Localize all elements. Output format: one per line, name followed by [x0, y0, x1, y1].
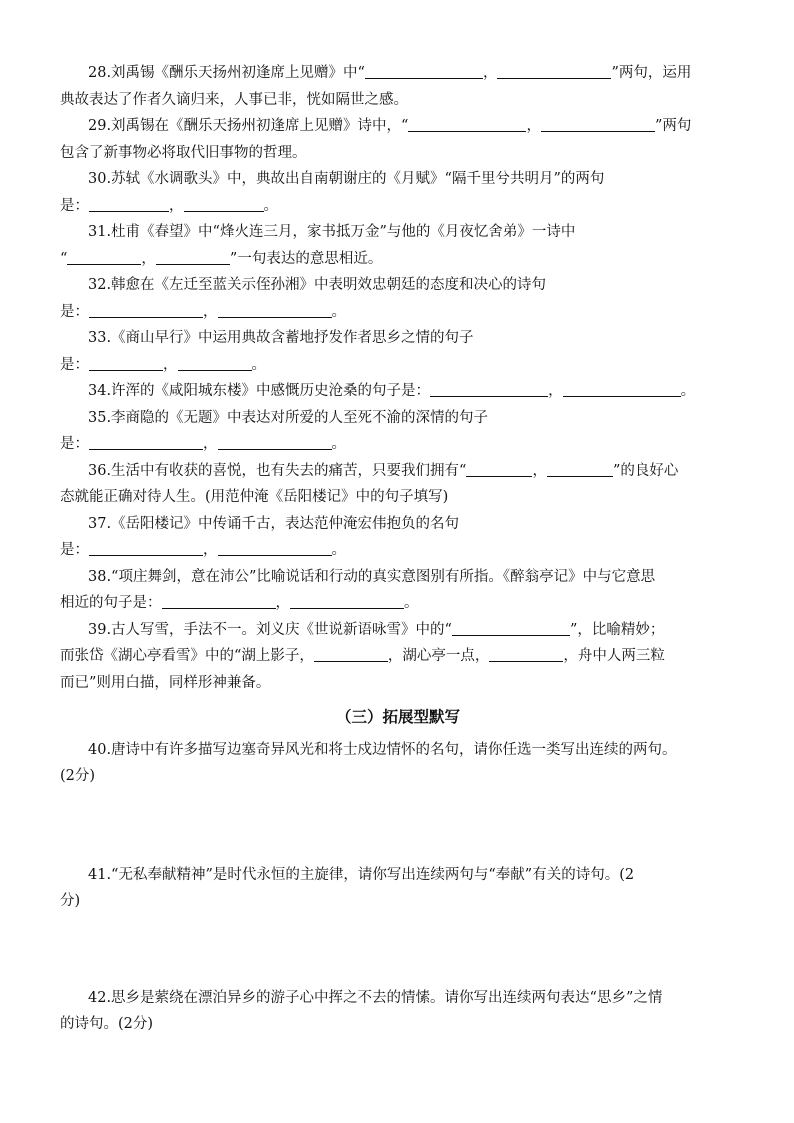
question-text: ”的良好心: [612, 462, 679, 479]
question-33-answer-line: [60, 352, 736, 379]
answer-blank[interactable]: [89, 301, 203, 318]
question-30-answer-line: [60, 193, 736, 220]
answer-prefix: 是：: [60, 356, 89, 373]
question-41: [60, 862, 736, 889]
answer-blank[interactable]: [314, 645, 388, 662]
question-29-cont: [60, 140, 736, 167]
answer-blank[interactable]: [162, 592, 276, 609]
answer-prefix: 是：: [60, 542, 89, 558]
question-41-cont: [60, 888, 736, 915]
question-text: 的诗句。(2分): [60, 1016, 154, 1032]
answer-prefix: 是：: [60, 303, 89, 320]
question-text: ”，比喻精妙；: [569, 621, 665, 638]
answer-prefix: 是：: [60, 197, 89, 214]
question-28-cont: [60, 87, 736, 114]
question-40-cont: [60, 763, 736, 790]
question-37-answer-line: [60, 537, 736, 564]
question-text: 包含了新事物必将取代旧事物的哲理。: [60, 144, 307, 161]
answer-blank[interactable]: [489, 645, 563, 662]
question-39-line3: [60, 670, 736, 697]
question-text: 30.苏轼《水调歌头》中，典故出自南朝谢庄的《月赋》“隔千里兮共明月”的两句: [88, 171, 605, 187]
answer-blank[interactable]: [184, 195, 264, 212]
question-text: 32.韩愈在《左迁至蓝关示侄孙湘》中表明效忠朝廷的态度和决心的诗句: [88, 277, 547, 293]
question-38-answer-line: [60, 590, 736, 617]
separator: ，: [203, 542, 218, 558]
separator: ，: [169, 197, 184, 214]
question-38: [60, 564, 736, 591]
answer-blank[interactable]: [466, 460, 532, 477]
separator: 。: [331, 436, 346, 452]
question-text: ”两句: [654, 118, 692, 134]
question-36-cont: [60, 484, 736, 511]
separator: ，: [482, 65, 498, 81]
score-label: (2分): [60, 768, 96, 784]
question-35-answer-line: [60, 431, 736, 458]
answer-blank[interactable]: [452, 619, 570, 636]
answer-space[interactable]: [60, 790, 736, 862]
question-32-answer-line: [60, 299, 736, 326]
answer-space[interactable]: [60, 915, 736, 985]
question-text: 37.《岳阳楼记》中传诵千古，表达范仲淹宏伟抱负的名句: [88, 515, 460, 532]
section-title: （三）拓展型默写: [335, 708, 460, 726]
separator: ，: [526, 118, 541, 134]
answer-blank[interactable]: [547, 460, 613, 477]
question-text: 35.李商隐的《无题》中表达对所爱的人至死不渝的深情的句子: [88, 409, 489, 426]
question-31-answer-line: [60, 246, 736, 273]
question-text: 而张岱《湖心亭看雪》中的“湖上影子，: [60, 648, 314, 664]
separator: ，: [532, 462, 547, 479]
question-32: [60, 272, 736, 299]
answer-blank[interactable]: [541, 115, 655, 132]
answer-blank[interactable]: [89, 539, 203, 556]
answer-blank[interactable]: [408, 115, 526, 132]
question-text: ”两句，运用: [611, 65, 692, 81]
question-30: [60, 166, 736, 193]
answer-blank[interactable]: [89, 195, 169, 212]
question-text: 典故表达了作者久谪归来，人事已非，恍如隔世之感。: [60, 91, 408, 108]
separator: 。: [404, 595, 419, 611]
question-text: 40.唐诗中有许多描写边塞奇异风光和将士戍边情怀的名句，请你任选一类写出连续的两句。: [88, 741, 677, 758]
separator: ，: [203, 436, 218, 452]
question-28: [60, 60, 736, 87]
answer-blank[interactable]: [563, 380, 681, 397]
answer-blank[interactable]: [218, 301, 332, 318]
question-text: 28.刘禹锡《酬乐天扬州初逢席上见赠》中“: [88, 65, 365, 81]
question-text: 34.许浑的《咸阳城东楼》中感慨历史沧桑的句子是：: [88, 383, 431, 399]
question-text: 29.刘禹锡在《酬乐天扬州初逢席上见赠》诗中，“: [88, 118, 409, 134]
question-34: [60, 378, 736, 405]
question-39-line2: [60, 643, 736, 670]
separator: 。: [331, 303, 346, 320]
question-text: 38.“项庄舞剑，意在沛公”比喻说话和行动的真实意图别有所指。《醉翁亭记》中与它意思: [88, 568, 656, 585]
question-text: 态就能正确对待人生。(用范仲淹《岳阳楼记》中的句子填写): [60, 489, 449, 505]
question-text: ”一句表达的意思相近。: [229, 250, 383, 267]
question-36: [60, 458, 736, 485]
question-text: 36.生活中有收获的喜悦，也有失去的痛苦，只要我们拥有“: [88, 462, 467, 479]
question-33: [60, 325, 736, 352]
answer-blank[interactable]: [290, 592, 404, 609]
answer-blank[interactable]: [497, 62, 611, 79]
answer-blank[interactable]: [218, 539, 332, 556]
separator: 。: [263, 197, 278, 214]
separator: ，: [548, 383, 563, 399]
question-40: [60, 737, 736, 764]
question-42-cont: [60, 1011, 736, 1038]
answer-blank[interactable]: [218, 433, 332, 450]
question-37: [60, 511, 736, 538]
question-29: [60, 113, 736, 140]
question-text: ，湖心亭一点，: [387, 648, 490, 664]
question-31: [60, 219, 736, 246]
question-text: 39.古人写雪，手法不一。刘义庆《世说新语咏雪》中的“: [88, 621, 452, 638]
question-39: [60, 617, 736, 644]
answer-blank[interactable]: [67, 248, 141, 265]
answer-blank[interactable]: [430, 380, 548, 397]
question-42: [60, 985, 736, 1012]
answer-prefix: 是：: [60, 436, 89, 452]
question-text: 而已”则用白描，同样形神兼备。: [60, 674, 271, 691]
answer-blank[interactable]: [178, 354, 252, 371]
question-text: 42.思乡是萦绕在漂泊异乡的游子心中挥之不去的情愫。请你写出连续两句表达“思乡”之情: [88, 989, 663, 1006]
answer-blank[interactable]: [89, 354, 163, 371]
separator: 。: [680, 383, 696, 399]
answer-blank[interactable]: [365, 62, 483, 79]
separator: 。: [331, 542, 346, 558]
question-text: ，舟中人两三粒: [563, 648, 665, 664]
worksheet-page: [60, 60, 736, 1038]
question-text: 31.杜甫《春望》中“烽火连三月，家书抵万金”与他的《月夜忆舍弟》一诗中: [88, 224, 576, 240]
question-text: 33.《商山早行》中运用典故含蓄地抒发作者思乡之情的句子: [88, 330, 474, 346]
answer-prefix: 相近的句子是：: [60, 595, 162, 611]
question-35: [60, 405, 736, 432]
question-text: 41.“无私奉献精神”是时代永恒的主旋律，请你写出连续两句与“奉献”有关的诗句。(2: [88, 866, 635, 883]
answer-blank[interactable]: [89, 433, 203, 450]
separator: ，: [141, 250, 156, 267]
answer-blank[interactable]: [156, 248, 230, 265]
separator: ，: [203, 303, 218, 320]
score-label: 分): [60, 893, 81, 909]
separator: ，: [163, 356, 178, 373]
open-quote: “: [60, 250, 68, 267]
separator: 。: [251, 356, 266, 373]
separator: ，: [275, 595, 290, 611]
